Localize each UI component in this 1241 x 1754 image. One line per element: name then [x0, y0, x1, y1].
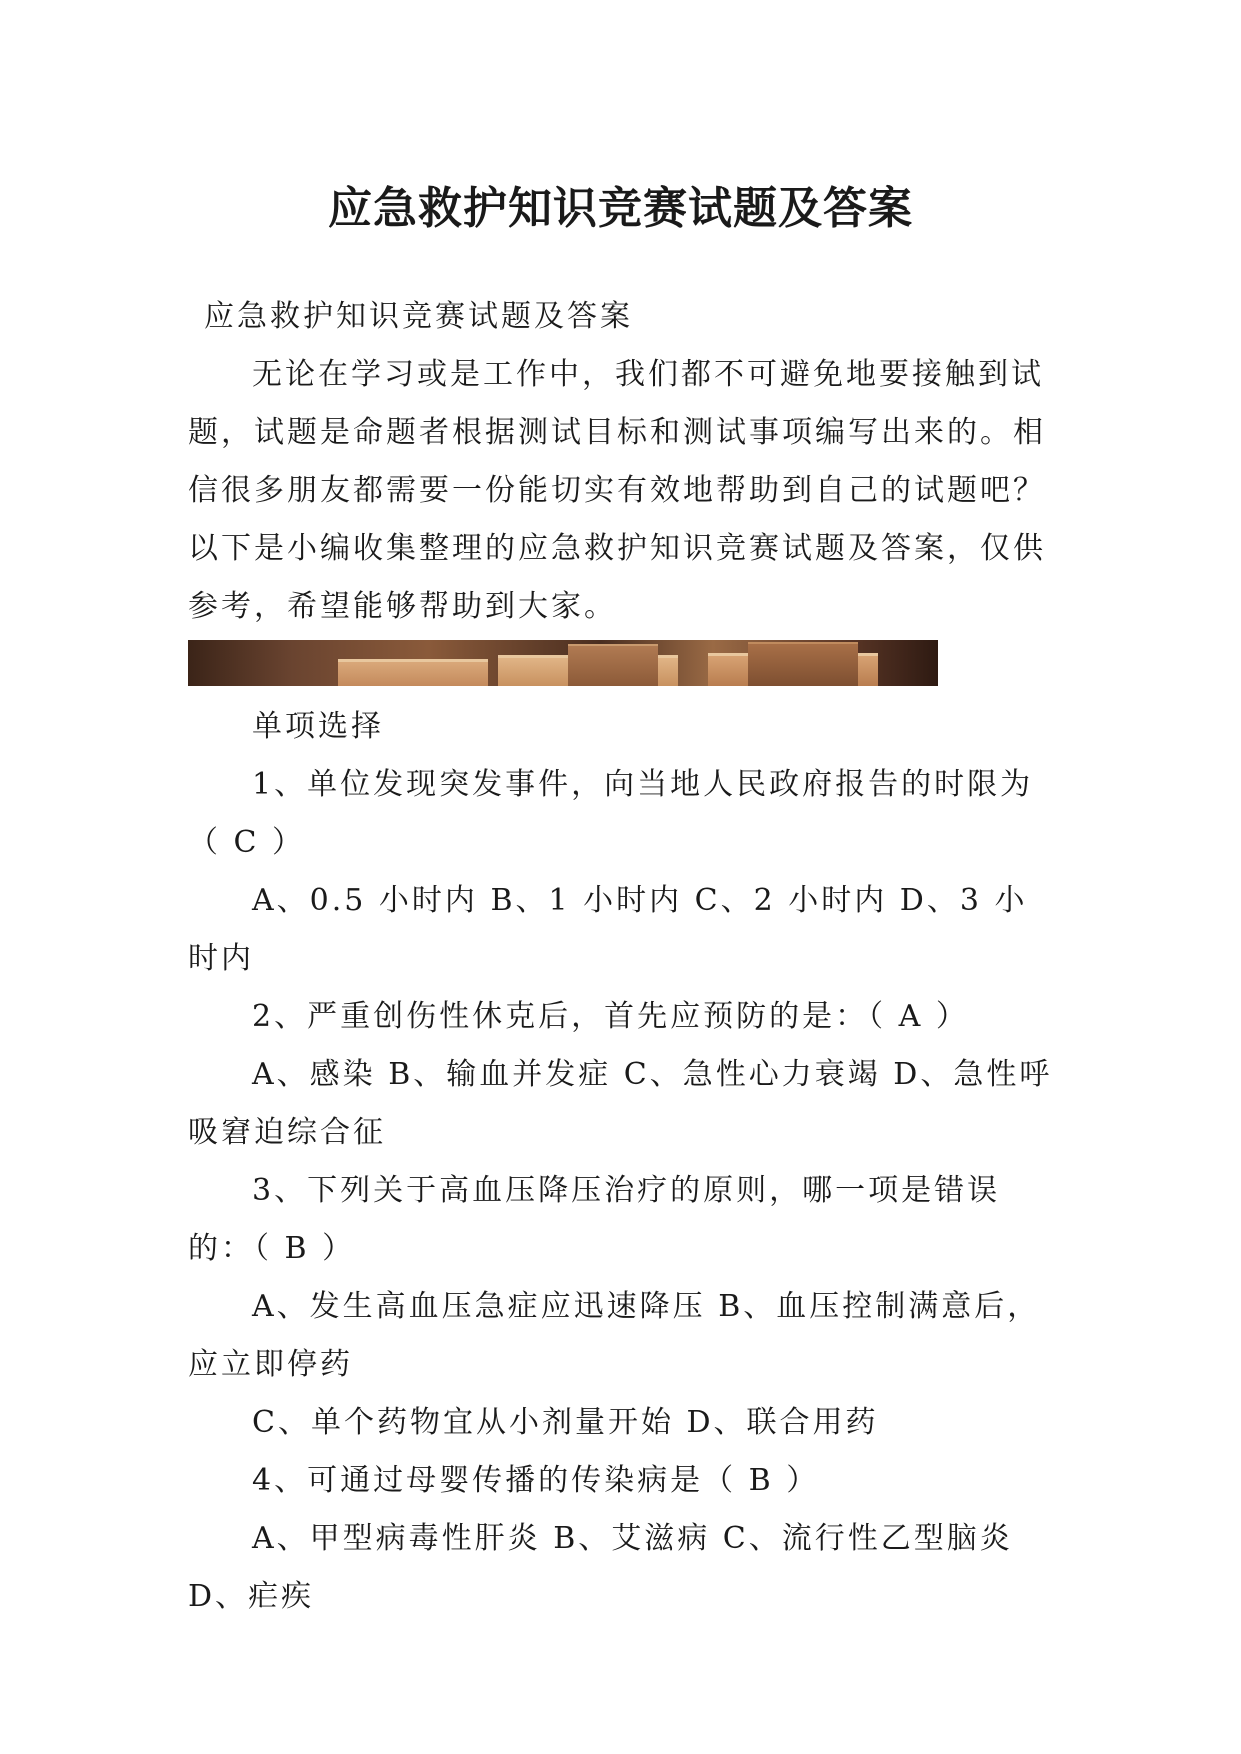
question-2: 2、严重创伤性休克后，首先应预防的是：（ A ）: [252, 999, 969, 1034]
book-shape: [568, 644, 658, 686]
books-banner-image: [188, 640, 938, 686]
question-3-options-ab: A、发生高血压急症应迅速降压 B、血压控制满意后，应立即停药: [188, 1289, 1041, 1382]
section-heading: 单项选择: [252, 709, 384, 744]
document-title: 应急救护知识竞赛试题及答案: [328, 183, 913, 235]
intro-paragraph: 无论在学习或是工作中，我们都不可避免地要接触到试题，试题是命题者根据测试目标和测试事项编写出来的。相信很多朋友都需要一份能切实有效地帮助到自己的试题吧？以下是小编收集整理的应急救护知识竞赛试题及答案，仅供参考，希望能够帮助到大家。: [188, 357, 1046, 624]
book-shape: [748, 642, 858, 686]
document-subtitle: 应急救护知识竞赛试题及答案: [204, 299, 633, 334]
question-3: 3、下列关于高血压降压治疗的原则，哪一项是错误的：（ B ）: [188, 1173, 1001, 1266]
book-shape: [338, 659, 488, 686]
question-3-options-cd: C、单个药物宜从小剂量开始 D、联合用药: [252, 1405, 879, 1440]
question-4-options: A、甲型病毒性肝炎 B、艾滋病 C、流行性乙型脑炎 D、疟疾: [188, 1521, 1013, 1614]
question-1-options: A、0.5 小时内 B、1 小时内 C、2 小时内 D、3 小时内: [188, 883, 1028, 976]
document-body: [188, 288, 1053, 1626]
question-1: 1、单位发现突发事件，向当地人民政府报告的时限为（ C ）: [188, 767, 1034, 860]
question-2-options: A、感染 B、输血并发症 C、急性心力衰竭 D、急性呼吸窘迫综合征: [188, 1057, 1053, 1150]
question-4: 4、可通过母婴传播的传染病是（ B ）: [252, 1463, 820, 1498]
